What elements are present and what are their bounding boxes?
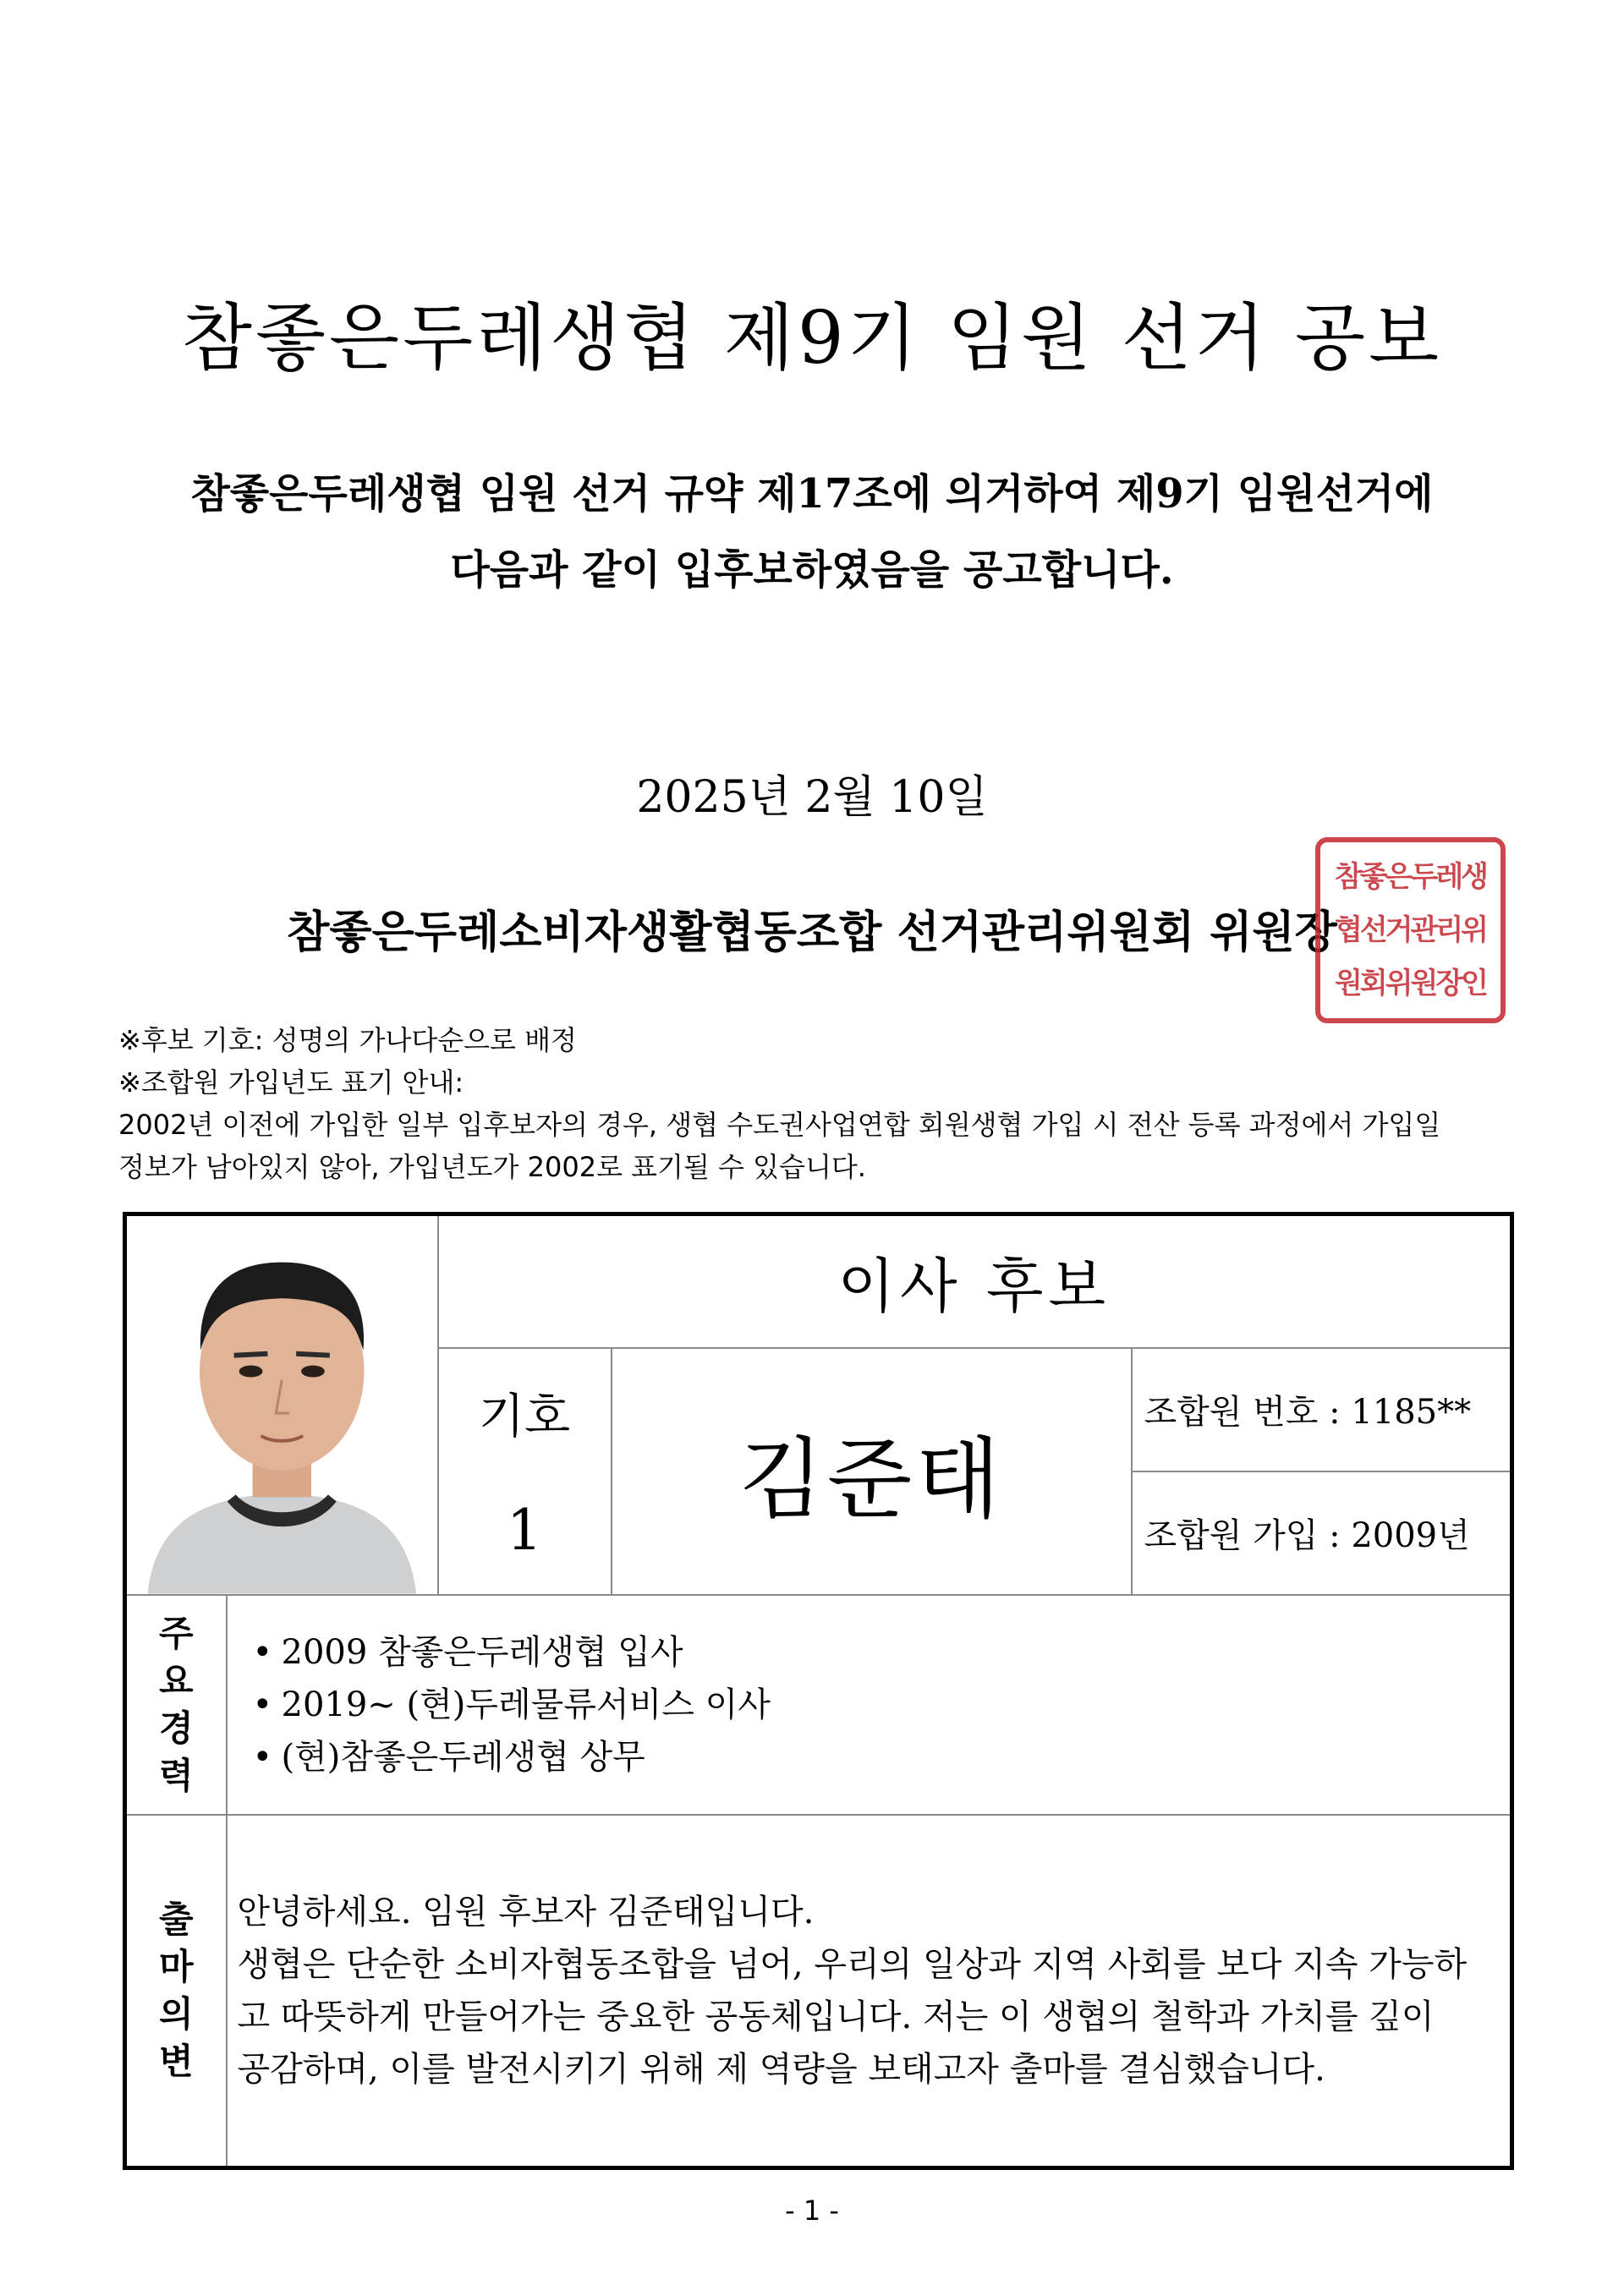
candidate-number: 1 — [507, 1498, 543, 1563]
candidate-speech — [227, 1815, 1512, 2168]
speech-line: 생협은 단순한 소비자협동조합을 넘어, 우리의 일상과 지역 사회를 보다 지속 가능하 — [237, 1944, 1468, 1984]
official-seal-stamp — [1315, 837, 1506, 1023]
seal-line-2: 협선거관리위 — [1334, 912, 1487, 947]
speech-line: 안녕하세요. 임원 후보자 김준태입니다. — [237, 1892, 815, 1932]
member-join-year: 조합원 가입 : 2009년 — [1132, 1471, 1512, 1595]
speech-line: 고 따뜻하게 만들어가는 중요한 공동체입니다. 저는 이 생협의 철학과 가치를 깊이 — [237, 1997, 1435, 2036]
career-label-char-4: 력 — [158, 1754, 194, 1796]
candidate-number-cell — [438, 1348, 612, 1595]
candidate-role: 이사 후보 — [438, 1214, 1512, 1348]
career-label-char-1: 주 — [158, 1612, 194, 1654]
career-item: • (현)참좋은두레생협 상무 — [253, 1731, 1511, 1784]
notes-block — [118, 1019, 1522, 1188]
note-numbering: ※후보 기호: 성명의 가나다순으로 배정 — [118, 1024, 577, 1056]
seal-line-3: 원회위원장인 — [1334, 966, 1487, 1000]
note-join-year-text-2: 정보가 남아있지 않아, 가입년도가 2002로 표기될 수 있습니다. — [118, 1151, 866, 1183]
document-title: 참좋은두레생협 제9기 임원 선거 공보 — [181, 296, 1443, 381]
intro-line-2: 다음과 같이 입후보하였음을 공고합니다. — [450, 546, 1174, 594]
announcement-date: 2025년 2월 10일 — [636, 772, 988, 823]
career-label — [125, 1595, 227, 1815]
page-number: - 1 - — [785, 2195, 839, 2227]
career-label-char-3: 경 — [158, 1707, 194, 1749]
note-join-year-heading: ※조합원 가입년도 표기 안내: — [118, 1066, 464, 1099]
signer-title: 참좋은두레소비자생활협동조합 선거관리위원회 위원장 — [287, 907, 1337, 958]
speech-label-char-2: 마 — [158, 1945, 194, 1987]
speech-line: 공감하며, 이를 발전시키기 위해 제 역량을 보태고자 출마를 결심했습니다. — [237, 2049, 1325, 2089]
intro-line-1: 참좋은두레생협 임원 선거 규약 제17조에 의거하여 제9기 임원선거에 — [190, 470, 1434, 518]
career-label-char-2: 요 — [158, 1659, 194, 1701]
career-list-cell — [227, 1595, 1512, 1815]
speech-label-char-1: 출 — [158, 1898, 194, 1940]
speech-label — [125, 1815, 227, 2168]
candidate-photo — [125, 1214, 438, 1595]
speech-label-char-3: 의 — [158, 1992, 194, 2035]
note-join-year-text-1: 2002년 이전에 가입한 일부 입후보자의 경우, 생협 수도권사업연합 회원생협 가입 시 전산 등록 과정에서 가입일 — [118, 1109, 1441, 1141]
member-number: 조합원 번호 : 1185** — [1132, 1348, 1512, 1471]
candidate-portrait-image — [127, 1216, 437, 1594]
career-list — [228, 1626, 1511, 1784]
candidate-table — [123, 1212, 1514, 2170]
candidate-number-label: 기호 — [478, 1389, 571, 1444]
career-item: • 2019~ (현)두레물류서비스 이사 — [253, 1679, 1511, 1731]
speech-label-char-4: 변 — [158, 2040, 194, 2082]
candidate-name: 김준태 — [612, 1348, 1132, 1595]
career-item: • 2009 참좋은두레생협 입사 — [253, 1626, 1511, 1679]
seal-line-1: 참좋은두레생 — [1334, 860, 1487, 895]
